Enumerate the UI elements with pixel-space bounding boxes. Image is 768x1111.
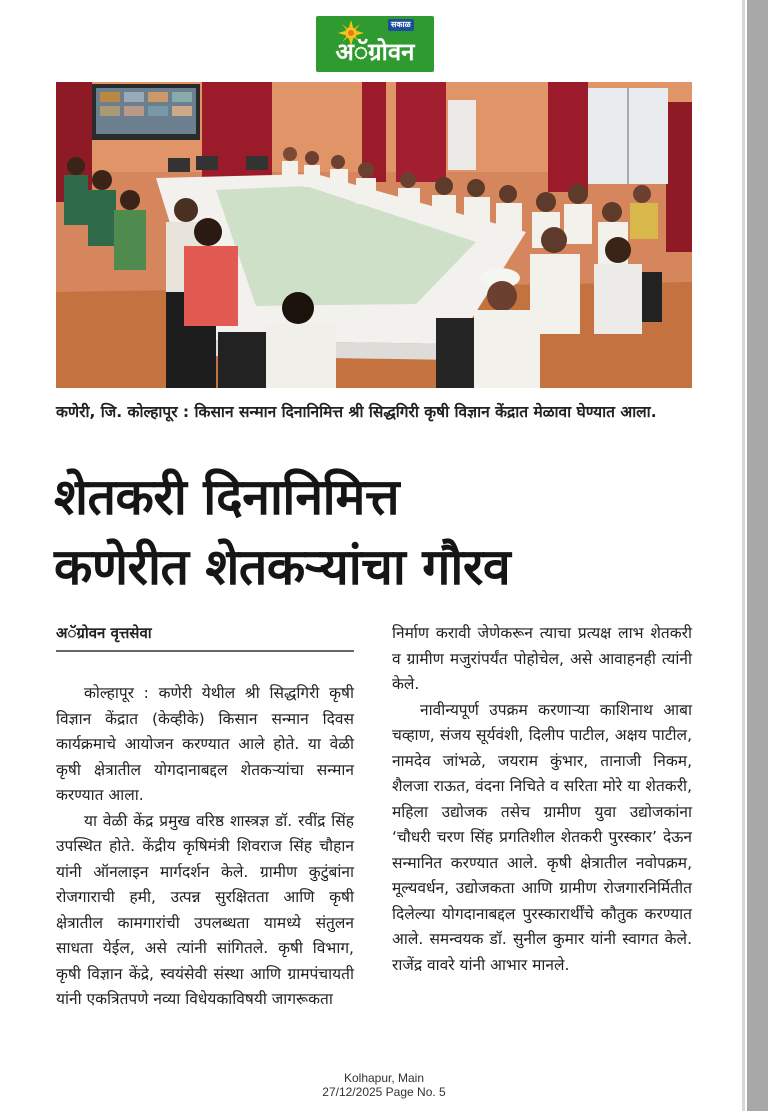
headline-line-2: कणेरीत शेतकऱ्यांचा गौरव [54, 538, 511, 596]
paragraph: निर्माण करावी जेणेकरून त्याचा प्रत्यक्ष लाभ शेतकरी व ग्रामीण मजुरांपर्यंत पोहोचेल, असे आवाहनही त्यांनी केले. [392, 624, 692, 693]
news-photo [56, 82, 692, 388]
logo-title: अॅग्रोवन [335, 38, 415, 66]
article-byline: अॅग्रोवन वृत्तसेवा [56, 624, 152, 642]
agrowon-logo [316, 16, 434, 72]
page-edge-line [742, 0, 745, 1111]
article-column-left [56, 681, 354, 1013]
scrollbar-track[interactable] [747, 0, 768, 1111]
paragraph: नावीन्यपूर्ण उपक्रम करणाऱ्या काशिनाथ आबा चव्हाण, संजय सूर्यवंशी, दिलीप पाटील, अक्षय पाटील, नामदेव जांभळे, जयराम कुंभार, तानाजी निकम, शैलजा राऊत, वंदना निचिते व सरिता मोरे या शेतकरी, महिला उद्योजक तसेच ग्रामीण युवा उद्योजकांना ‘चौधरी चरण सिंह प्रगतिशील शेतकरी पुरस्कार’ देऊन सन्मानित करण्यात आले. कृषी क्षेत्रातील नवोपक्रम, मूल्यवर्धन, उद्योजकता आणि ग्रामीण रोजगारनिर्मितीत दिलेल्या योगदानाबद्दल पुरस्कारार्थींचे कौतुक करण्यात आले. समन्वयक डॉ. सुनील कुमार यांनी स्वागत केले. राजेंद्र वावरे यांनी आभार मानले. [392, 700, 692, 974]
paragraph: कोल्हापूर : कणेरी येथील श्री सिद्धगिरी कृषी विज्ञान केंद्रात (केव्हीके) किसान सन्मान दिवस कार्यक्रमाचे आयोजन करण्यात आले होते. या वेळी कृषी क्षेत्रातील योगदानाबद्दल शेतकऱ्यांचा सन्मान करण्यात आला. [56, 684, 354, 804]
article-column-right [392, 621, 692, 978]
page-footer [0, 1071, 768, 1099]
edition-label: Kolhapur, Main [343, 1071, 425, 1085]
byline-divider [56, 650, 354, 652]
date-page-label: 27/12/2025 Page No. 5 [322, 1085, 446, 1099]
brand-badge: सकाळ [388, 19, 414, 31]
headline-line-1: शेतकरी दिनानिमित्त [54, 468, 400, 526]
article-headline [54, 462, 694, 602]
paragraph: या वेळी केंद्र प्रमुख वरिष्ठ शास्त्रज्ञ डॉ. रवींद्र सिंह उपस्थित होते. केंद्रीय कृषिमंत्री शिवराज सिंह चौहान यांनी ऑनलाइन मार्गदर्शन केले. ग्रामीण कुटुंबांना रोजगाराची हमी, उत्पन्न सुरक्षितता आणि कृषी क्षेत्रातील कामगारांची उपलब्धता यामध्ये संतुलन साधता येईल, असे त्यांनी सांगितले. कृषी विभाग, कृषी विज्ञान केंद्रे, स्वयंसेवी संस्था आणि ग्रामपंचायती यांनी एकत्रितपणे नव्या विधेयकाविषयी जागरूकता [56, 811, 354, 1008]
photo-caption: कणेरी, जि. कोल्हापूर : किसान सन्मान दिनानिमित्त श्री सिद्धगिरी कृषी विज्ञान केंद्रात मेळावा घेण्यात आला. [56, 403, 657, 421]
